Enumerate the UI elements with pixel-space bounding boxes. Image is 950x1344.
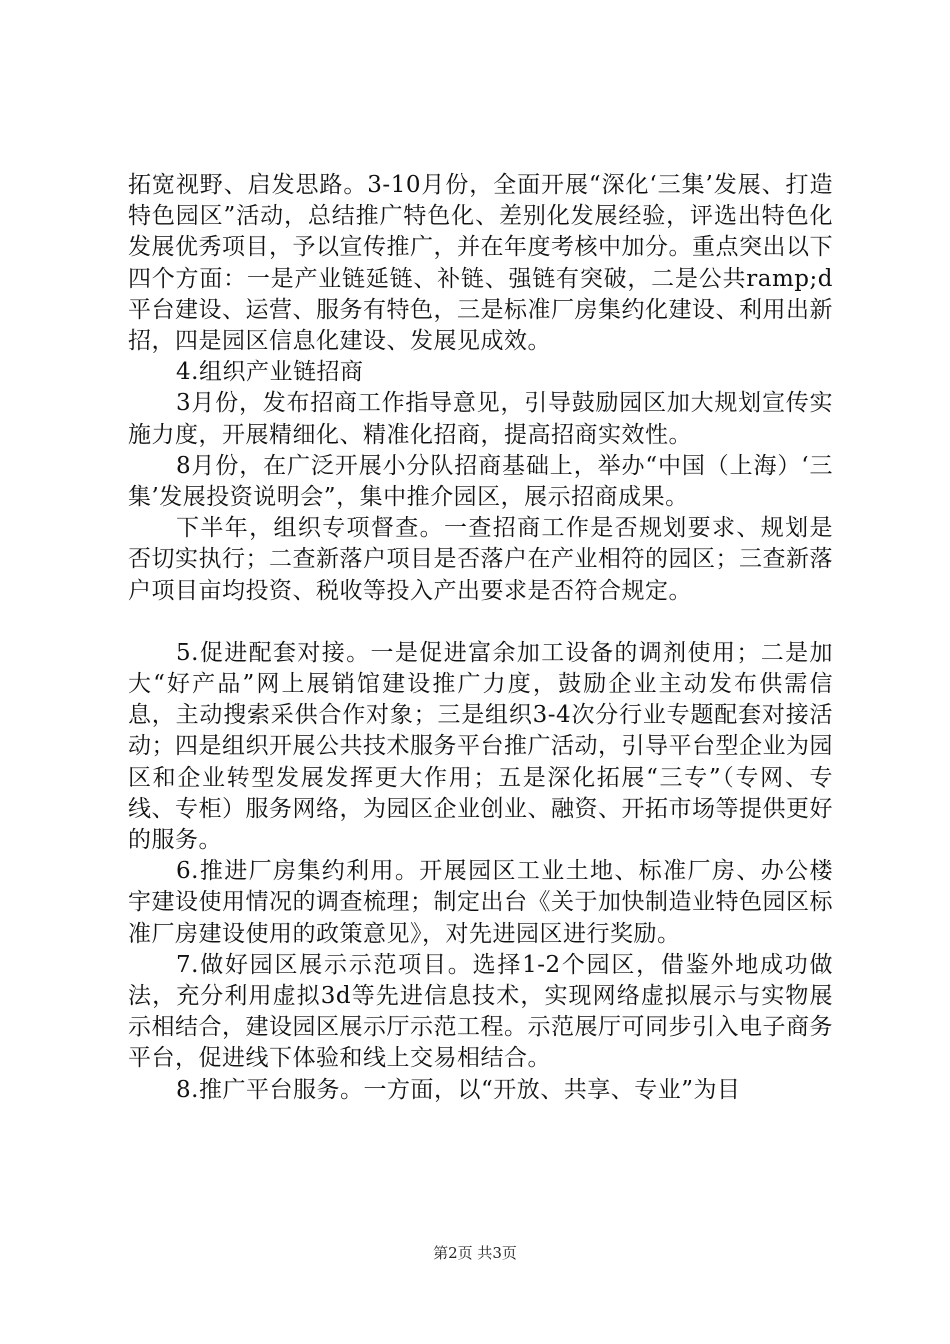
- heading-4-industry-chain-investment: 4.组织产业链招商: [176, 359, 364, 386]
- paragraph-1: 拓宽视野、启发思路。3-10月份，全面开展“深化‘三集’发展、打造特色园区”活动，总结推广特色化、差别化发展经验，评选出特色化发展优秀项目，予以宣传推广，并在年度考核中加分。重点突出以下四个方面：一是产业链延链、补链、强链有突破，二是公共ramp;d平台建设、运营、服务有特色，三是标准厂房集约化建设、利用出新招，四是园区信息化建设、发展见成效。: [128, 172, 833, 355]
- paragraph-second-half: 下半年，组织专项督查。一查招商工作是否规划要求、规划是否切实执行；二查新落户项目是否落户在产业相符的园区；三查新落户项目亩均投资、税收等投入产出要求是否符合规定。: [128, 515, 833, 604]
- document-body: [128, 170, 833, 1106]
- paragraph-item-8: 8.推广平台服务。一方面，以“开放、共享、专业”为目: [176, 1076, 741, 1103]
- paragraph-march: 3月份，发布招商工作指导意见，引导鼓励园区加大规划宣传实施力度，开展精细化、精准化招商，提高招商实效性。: [128, 390, 833, 448]
- paragraph-item-5: 5.促进配套对接。一是促进富余加工设备的调剂使用；二是加大“好产品”网上展销馆建设推广力度，鼓励企业主动发布供需信息，主动搜索采供合作对象；三是组织3-4次分行业专题配套对接活动；四是组织开展公共技术服务平台推广活动，引导平台型企业为园区和企业转型发展发挥更大作用；五是深化拓展“三专”（专网、专线、专柜）服务网络，为园区企业创业、融资、开拓市场等提供更好的服务。: [128, 639, 833, 854]
- paragraph-item-7: 7.做好园区展示示范项目。选择1-2个园区，借鉴外地成功做法，充分利用虚拟3d等先进信息技术，实现网络虚拟展示与实物展示相结合，建设园区展示厅示范工程。示范展厅可同步引入电子商务平台，促进线下体验和线上交易相结合。: [128, 951, 833, 1072]
- paragraph-item-6: 6.推进厂房集约利用。开展园区工业土地、标准厂房、办公楼宇建设使用情况的调查梳理；制定出台《关于加快制造业特色园区标准厂房建设使用的政策意见》，对先进园区进行奖励。: [128, 858, 833, 947]
- paragraph-august: 8月份，在广泛开展小分队招商基础上，举办“中国（上海）‘三集’发展投资说明会”，集中推介园区，展示招商成果。: [128, 452, 833, 511]
- page-number-footer: 第2页 共3页: [433, 1244, 517, 1262]
- paragraph-spacer: [128, 607, 833, 638]
